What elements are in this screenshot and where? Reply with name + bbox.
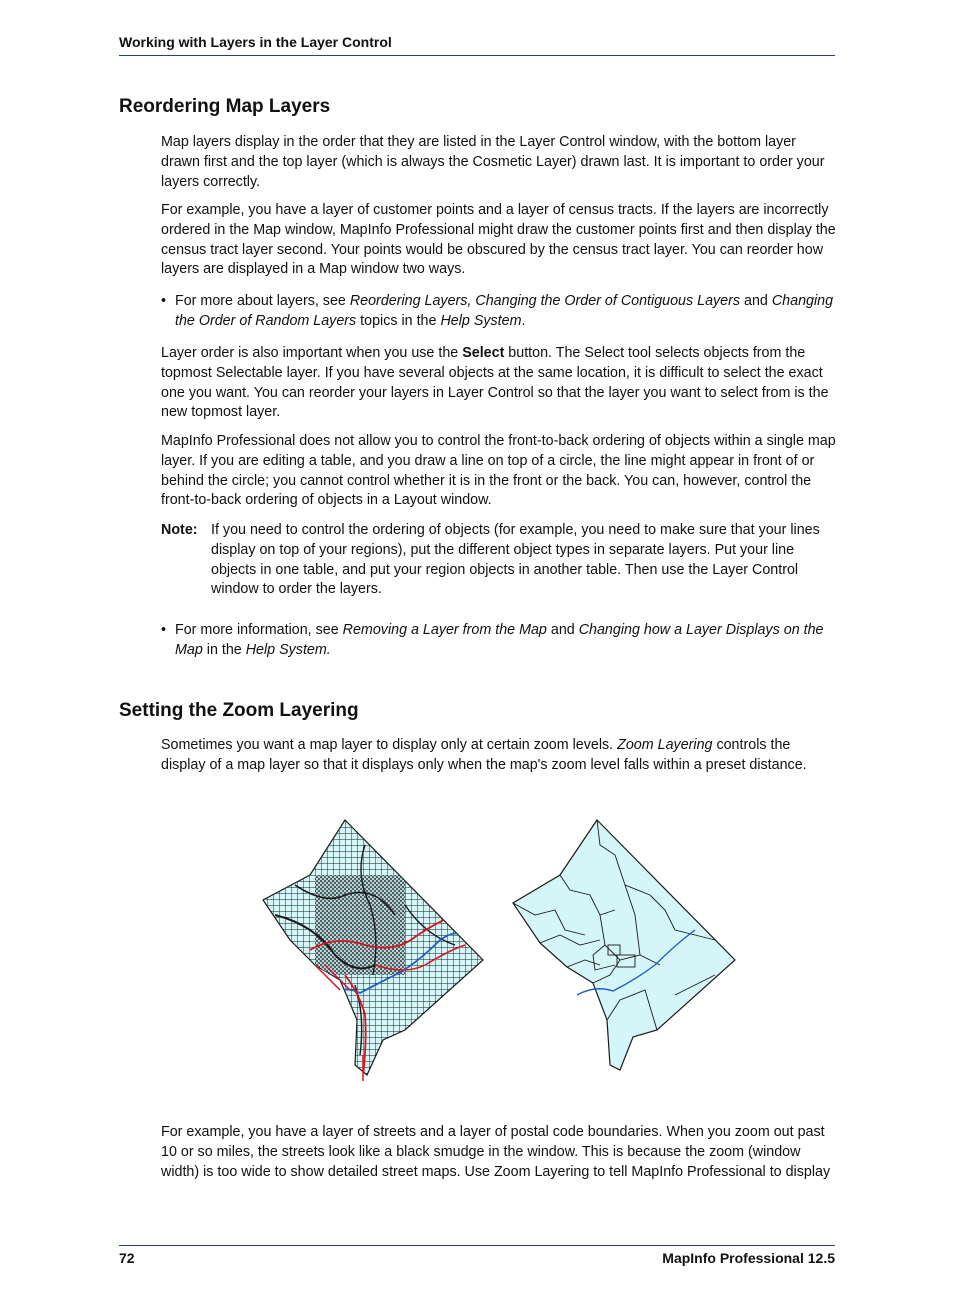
product-name: MapInfo Professional 12.5 <box>662 1250 835 1266</box>
section-heading-reordering: Reordering Map Layers <box>119 96 331 117</box>
select-term: Select <box>462 345 505 361</box>
bullet-text: topics in the <box>356 312 441 329</box>
bullet-text: in the <box>202 641 246 658</box>
paragraph-text: button. The Select tool selects objects from the topmost Selectable layer. If you have several objects at the same location, it is difficult to select the exact one you want. You can reorder your layers in Layer Control so that the layer you want to select from is the new topmost layer. <box>161 345 829 421</box>
topic-reference: Changing the Order of Random Layers <box>175 293 834 329</box>
topic-reference: Changing how a Layer Displays on the Map <box>175 622 824 658</box>
bullet-text: and <box>740 293 772 309</box>
bullet-text: For more about layers, see <box>175 293 350 309</box>
section-heading-zoom: Setting the Zoom Layering <box>119 700 359 721</box>
bullet-text: and <box>546 622 579 638</box>
figure-svg <box>255 815 745 1085</box>
paragraph-text: controls the display of a map layer so that it displays only when the map's zoom level falls within a preset distance. <box>161 737 807 773</box>
paragraph-3 <box>161 344 837 423</box>
page-number: 72 <box>119 1250 135 1266</box>
paragraph-zoom-2: For example, you have a layer of streets and a layer of postal code boundaries. When you zoom out past 10 or so miles, the streets look like a black smudge in the window. This is because the zoom (window width) is too wide to show detailed street maps. Use Zoom Layering to tell MapInfo Professional to display <box>161 1124 831 1180</box>
bullet-more-info <box>161 621 837 661</box>
paragraph-2: For example, you have a layer of customer points and a layer of census tracts. If the layers are incorrectly ordered in the Map window, MapInfo Professional might draw the customer points first and then display the census tract layer second. Your points would be obscured by the census tract layer. You can reorder how layers are displayed in a Map window two ways. <box>161 202 836 278</box>
zoom-layering-term: Zoom Layering <box>617 737 713 753</box>
note-text: If you need to control the ordering of objects (for example, you need to make sure that your lines display on top of your regions), put the different object types in separate layers. Put your line objects in one table, and put your region objects in another table. Then use the Layer Control window to order the layers. <box>211 522 820 598</box>
bullet-layers <box>161 292 837 332</box>
street-map <box>263 820 483 1081</box>
header-rule <box>119 55 835 56</box>
bullet-text: . <box>521 312 526 329</box>
paragraph-text: Sometimes you want a map layer to display only at certain zoom levels. <box>161 737 618 753</box>
paragraph-1: Map layers display in the order that they are listed in the Layer Control window, with the bottom layer drawn first and the top layer (which is always the Cosmetic Layer) drawn last. It is important to order your layers correctly. <box>161 134 825 190</box>
bullet-dot: • <box>161 293 167 309</box>
postal-code-map <box>513 820 735 1070</box>
note-label: Note: <box>161 522 198 538</box>
running-header: Working with Layers in the Layer Control <box>119 34 392 50</box>
topic-reference: Removing a Layer from the Map <box>342 622 547 638</box>
topic-reference: Reordering Layers, Changing the Order of Contiguous Layers <box>349 293 741 309</box>
zoom-layering-figure <box>255 815 745 1085</box>
help-system-reference: Help System. <box>245 641 331 658</box>
paragraph-zoom-1 <box>161 736 837 776</box>
paragraph-text: Layer order is also important when you use the <box>161 345 463 361</box>
footer-rule <box>119 1245 835 1246</box>
bullet-text: For more information, see <box>175 622 343 638</box>
paragraph-4: MapInfo Professional does not allow you to control the front-to-back ordering of objects within a single map layer. If you are editing a table, and you draw a line on top of a circle, the line might appear in front of or behind the circle; you cannot control whether it is in the front or the back. You can, however, control the front-to-back ordering of objects in a Layout window. <box>161 433 836 509</box>
bullet-dot: • <box>161 622 167 638</box>
help-system-reference: Help System <box>440 312 522 329</box>
note-block <box>161 521 837 600</box>
